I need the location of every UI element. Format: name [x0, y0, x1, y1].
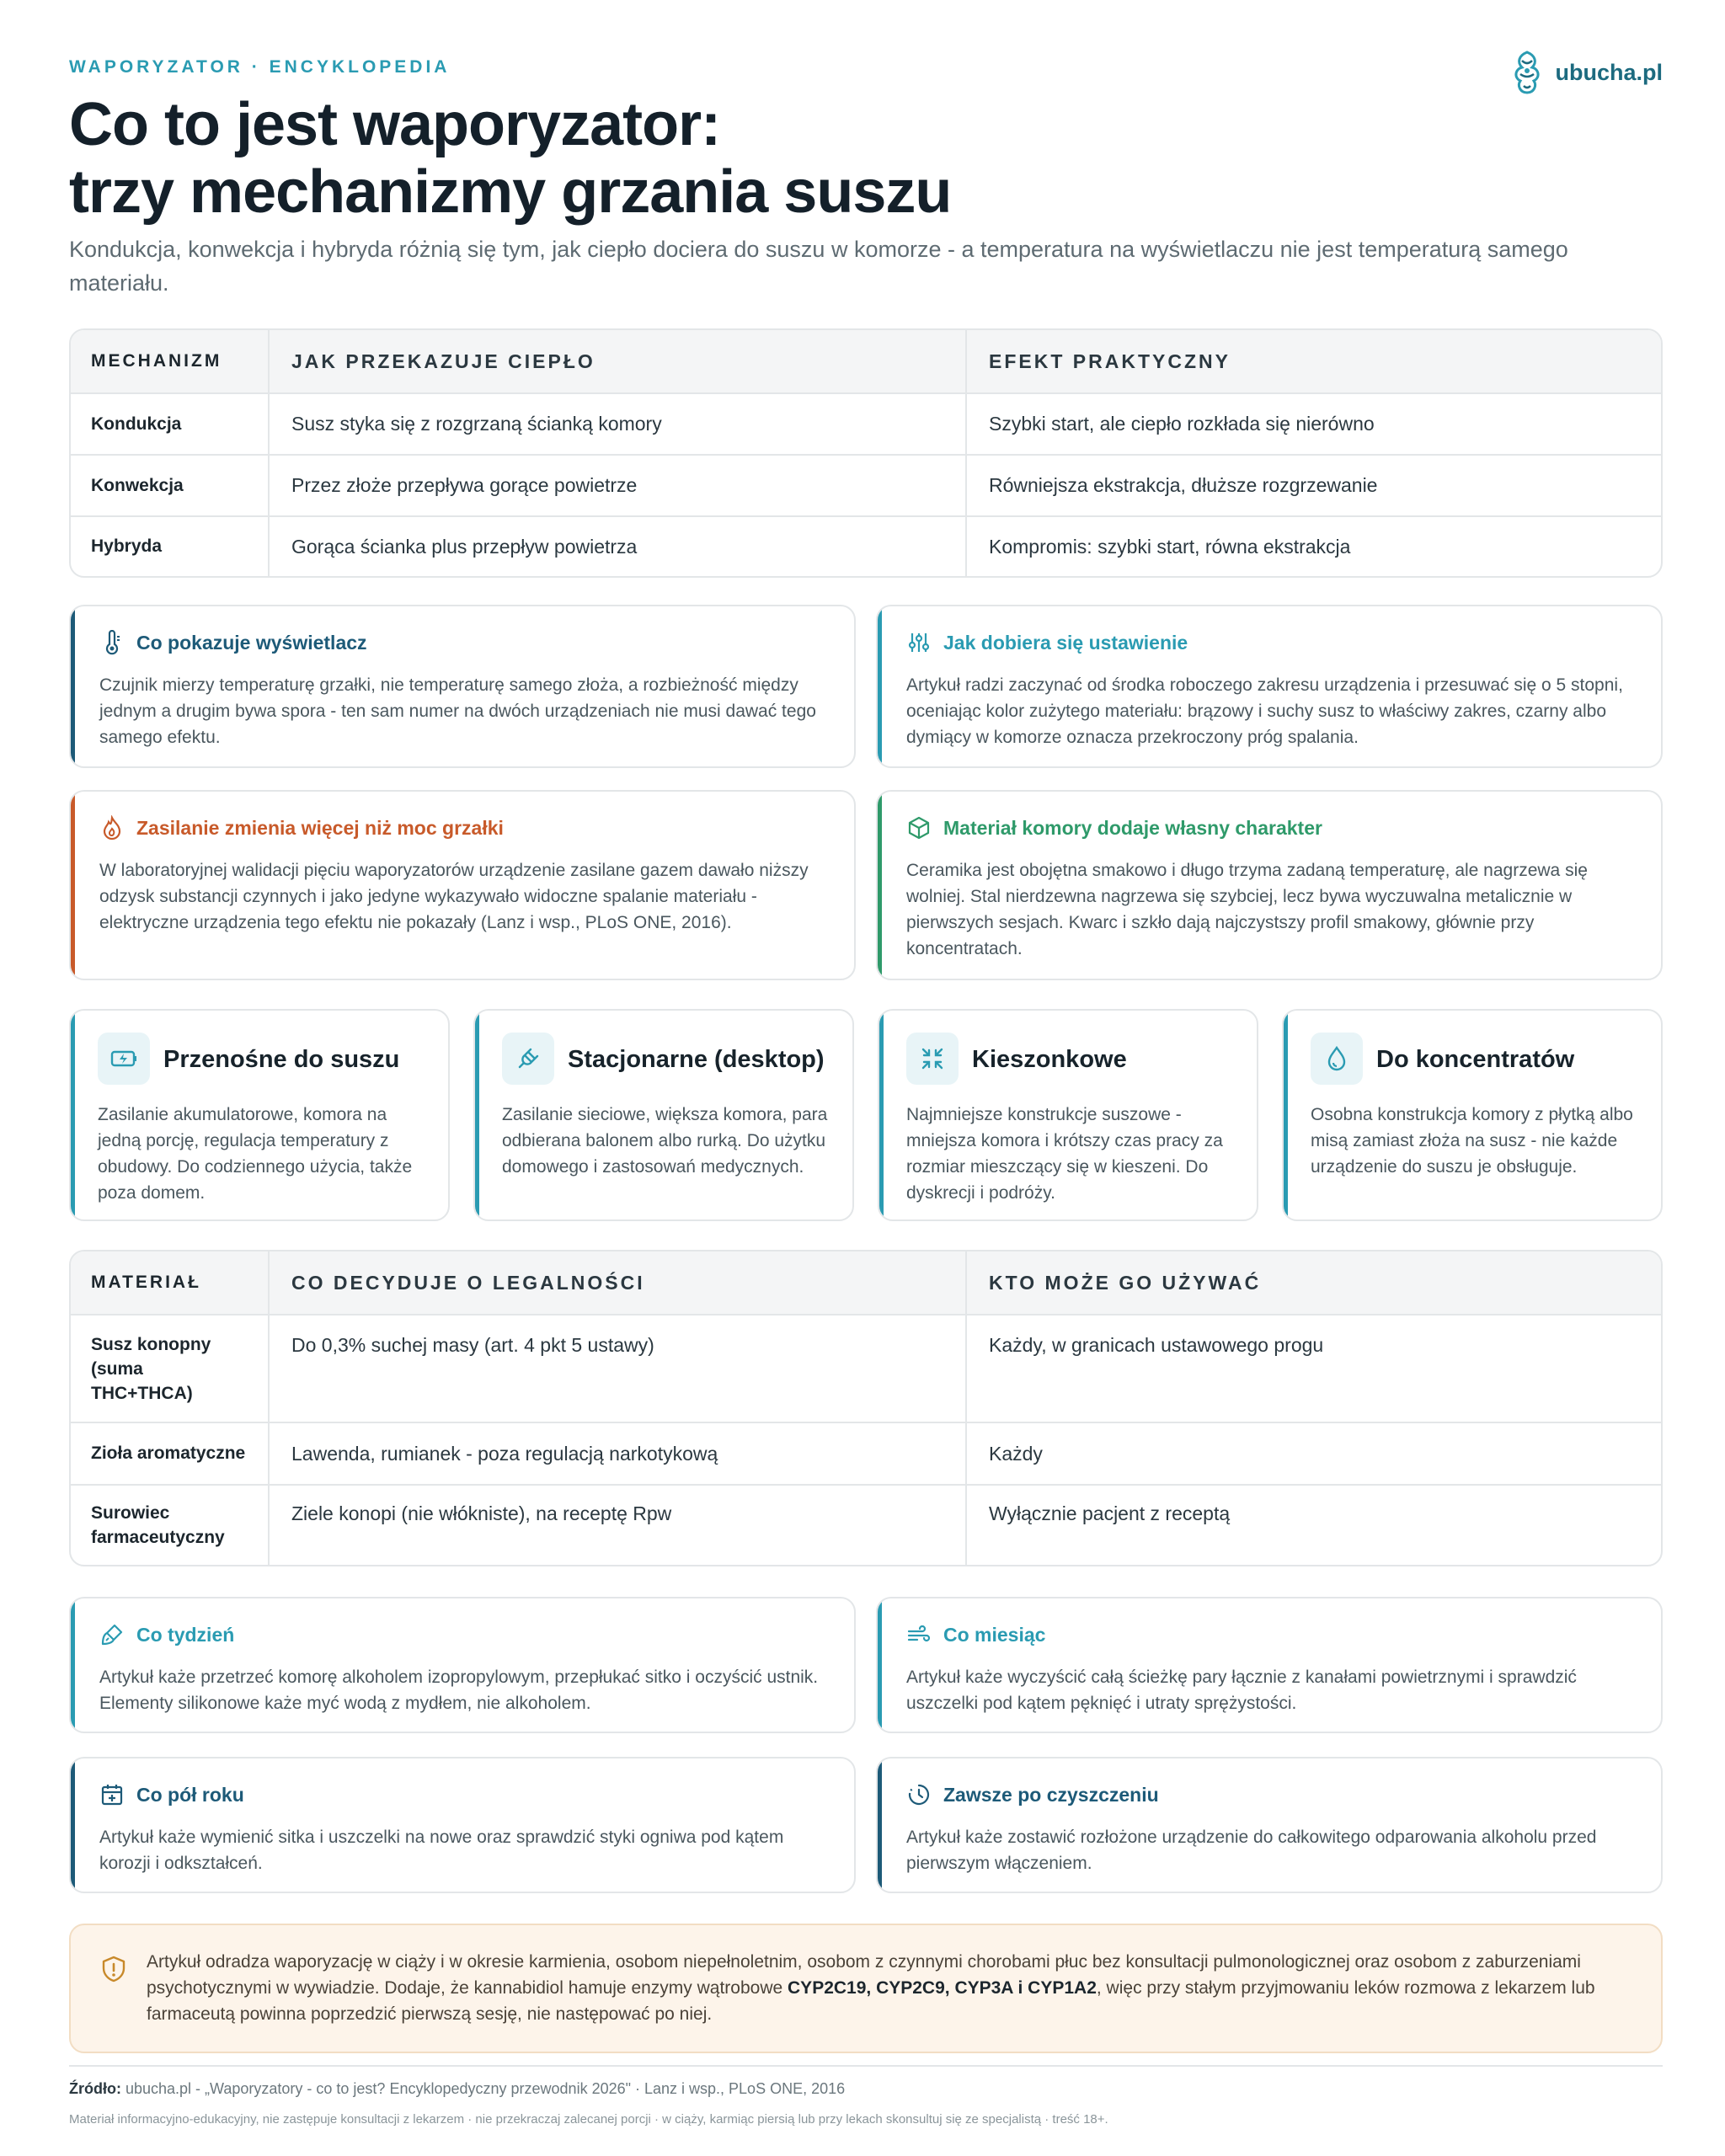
warning-text-end: , więc przy stałym przyjmowaniu leków rozmowa z lekarzem lub farmaceutą powinna poprzedzić pierwszą sesję, nie następować po niej. [147, 1978, 1595, 2024]
table-row [71, 1484, 1661, 1565]
card-body: Artykuł każe wyczyścić całą ścieżkę pary łącznie z kanałami powietrznymi i sprawdzić uszczelki pod kątem pęknięć i utraty sprężystości. [906, 1668, 1577, 1713]
table-cell: Każdy, w granicach ustawowego progu [989, 1334, 1324, 1356]
source-citation [69, 2080, 845, 2098]
page-subtitle: Kondukcja, konwekcja i hybryda różnią się tym, jak ciepło dociera do suszu w komorze - a temperatura na wyświetlaczu nie jest temperaturą samego materiału. [69, 237, 1568, 296]
table-cell: Lawenda, rumianek - poza regulacją narkotykową [270, 1423, 967, 1484]
mechanisms-table [69, 328, 1663, 578]
card-title: Jak dobiera się ustawienie [943, 632, 1188, 654]
mechanism-name: Hybryda [71, 517, 270, 576]
card-title: Co tydzień [136, 1624, 235, 1646]
plug-icon [502, 1033, 554, 1085]
card-body: W laboratoryjnej walidacji pięciu waporyzatorów urządzenie zasilane gazem dawało niższy odzysk substancji czynnych i jako jedyne wykazywało widoczne spalanie materiału - elektryczne urządzenia tego efektu nie pokazały (Lanz i wsp., PLoS ONE, 2016). [99, 861, 809, 932]
info-card-power [69, 790, 856, 980]
info-card-display [69, 605, 856, 768]
card-title: Zawsze po czyszczeniu [943, 1784, 1159, 1806]
device-description: Zasilanie sieciowe, większa komora, para odbierana balonem albo rurką. Do użytku domowego i zastosowań medycznych. [502, 1105, 828, 1177]
wind-icon [906, 1622, 932, 1647]
cleaning-card-always [876, 1757, 1663, 1893]
card-body: Czujnik mierzy temperaturę grzałki, nie temperaturę samego złoża, a rozbieżność między jednym a drugim bywa spora - ten sam numer na dwóch urządzeniach nie musi dawać tego samego efektu. [99, 675, 816, 747]
timer-icon [906, 1782, 932, 1807]
title-line-1: Co to jest waporyzator: [69, 91, 721, 158]
thermometer-icon [99, 630, 125, 655]
title-line-2: trzy mechanizmy grzania suszu [69, 158, 952, 226]
table-cell: Ziele konopi (nie włókniste), na receptę Rpw [270, 1486, 967, 1565]
table-cell: Susz styka się z rozgrzaną ścianką komory [270, 394, 967, 454]
cleaning-card-weekly [69, 1597, 856, 1733]
device-card-desktop [473, 1009, 854, 1221]
droplet-icon [1311, 1033, 1363, 1085]
device-card-concentrates [1282, 1009, 1663, 1221]
table-cell: Szybki start, ale ciepło rozkłada się nierówno [989, 413, 1375, 435]
material-name: Susz konopny (suma THC+THCA) [71, 1315, 270, 1422]
compress-icon [906, 1033, 959, 1085]
cube-icon [906, 815, 932, 841]
source-text: ubucha.pl - „Waporyzatory - co to jest? Encyklopedyczny przewodnik 2026" · Lanz i wsp., PLoS ONE, 2016 [120, 2080, 846, 2097]
mechanism-name: Konwekcja [71, 456, 270, 515]
device-title: Przenośne do suszu [163, 1046, 400, 1073]
column-header: CO DECYDUJE O LEGALNOŚCI [270, 1251, 967, 1314]
device-description: Najmniejsze konstrukcje suszowe - mniejsza komora i krótszy czas pracy za rozmiar mieszczący się w kieszeni. Do dyskrecji i podróży. [906, 1105, 1223, 1203]
table-cell: Do 0,3% suchej masy (art. 4 pkt 5 ustawy) [270, 1315, 967, 1422]
table-row [71, 454, 1661, 515]
device-title: Stacjonarne (desktop) [568, 1046, 825, 1073]
card-body: Ceramika jest obojętna smakowo i długo trzyma zadaną temperaturę, ale nagrzewa się wolniej. Stal nierdzewna nagrzewa się szybciej, lecz bywa wyczuwalna metalicznie w pierwszych sesjach. Kwarc i szkło dają najczystszy profil smakowy, głównie przy koncentratach. [906, 861, 1588, 958]
device-description: Osobna konstrukcja komory z płytką albo misą zamiast złoża na susz - nie każde urządzenie do suszu je obsługuje. [1311, 1105, 1633, 1177]
table-cell: Każdy [989, 1442, 1043, 1465]
table-cell: Gorąca ścianka plus przepływ powietrza [270, 517, 967, 576]
disclaimer: Materiał informacyjno-edukacyjny, nie zastępuje konsultacji z lekarzem · nie przekraczaj zalecanej porcji · w ciąży, karmiąc piersią lub przy lekach skonsultuj się ze specjalistą · treść 18+. [69, 2112, 1108, 2127]
warning-enzymes: CYP2C19, CYP2C9, CYP3A i CYP1A2 [788, 1978, 1097, 1998]
table-cell: Przez złoże przepływa gorące powietrze [270, 456, 967, 515]
eyebrow-label: WAPORYZATOR · ENCYKLOPEDIA [69, 57, 451, 77]
column-header: MECHANIZM [71, 330, 270, 392]
footer-divider [69, 2065, 1663, 2067]
info-card-chamber [876, 790, 1663, 980]
card-body: Artykuł każe przetrzeć komorę alkoholem izopropylowym, przepłukać sitko i oczyścić ustnik. Elementy silikonowe każe myć wodą z mydłem, nie alkoholem. [99, 1668, 819, 1713]
page-title [69, 91, 1332, 226]
material-name: Surowiec farmaceutyczny [71, 1486, 270, 1565]
table-cell: Równiejsza ekstrakcja, dłuższe rozgrzewanie [989, 474, 1378, 496]
table-row [71, 1314, 1661, 1422]
table-header-row [71, 1251, 1661, 1314]
flame-icon [99, 815, 125, 841]
source-label: Źródło: [69, 2080, 121, 2097]
column-header: EFEKT PRAKTYCZNY [989, 350, 1231, 372]
sliders-icon [906, 630, 932, 655]
cleaning-card-half-year [69, 1757, 856, 1893]
table-row [71, 515, 1661, 576]
cleaning-card-monthly [876, 1597, 1663, 1733]
card-title: Co miesiąc [943, 1624, 1046, 1646]
column-header: KTO MOŻE GO UŻYWAĆ [989, 1271, 1262, 1294]
brush-icon [99, 1622, 125, 1647]
battery-icon [98, 1033, 150, 1085]
card-title: Co pokazuje wyświetlacz [136, 632, 367, 654]
calendar-icon [99, 1782, 125, 1807]
brand-logo[interactable] [1509, 49, 1664, 96]
column-header: MATERIAŁ [71, 1251, 270, 1314]
table-cell: Kompromis: szybki start, równa ekstrakcja [989, 535, 1351, 558]
legal-table [69, 1250, 1663, 1566]
device-title: Kieszonkowe [972, 1046, 1127, 1073]
warning-text-start: Artykuł odradza waporyzację w ciąży i w okresie karmienia, osobom niepełnoletnim, osobom z czynnymi chorobami płuc bez konsultacji pulmonologicznej oraz osobom z zaburzeniami psychotycznymi w wywiadzie. Dodaje, że kannabidiol hamuje enzymy wątrobowe [147, 1952, 1581, 1998]
table-cell: Wyłącznie pacjent z receptą [989, 1502, 1231, 1524]
brand-mark-icon [1509, 49, 1546, 96]
column-header: JAK PRZEKAZUJE CIEPŁO [270, 330, 967, 392]
shield-warning-icon [101, 1956, 126, 1983]
card-body: Artykuł każe wymienić sitka i uszczelki na nowe oraz sprawdzić styki ogniwa pod kątem korozji i odkształceń. [99, 1828, 784, 1873]
warning-text [147, 1949, 1610, 2027]
card-body: Artykuł każe zostawić rozłożone urządzenie do całkowitego odparowania alkoholu przed pierwszym włączeniem. [906, 1828, 1597, 1873]
table-header-row [71, 330, 1661, 392]
device-card-portable [69, 1009, 450, 1221]
card-body: Artykuł radzi zaczynać od środka roboczego zakresu urządzenia i przesuwać się o 5 stopni, oceniając kolor zużytego materiału: brązowy i suchy susz to właściwy zakres, czarny albo dymiący w komorze oznacza przekroczony próg spalania. [906, 675, 1623, 747]
material-name: Zioła aromatyczne [71, 1423, 270, 1484]
mechanism-name: Kondukcja [71, 394, 270, 454]
warning-box [69, 1924, 1663, 2053]
device-description: Zasilanie akumulatorowe, komora na jedną porcję, regulacja temperatury z obudowy. Do codziennego użycia, także poza domem. [98, 1105, 413, 1203]
card-title: Co pół roku [136, 1784, 244, 1806]
card-title: Materiał komory dodaje własny charakter [943, 817, 1322, 839]
table-row [71, 1422, 1661, 1484]
info-card-settings [876, 605, 1663, 768]
card-title: Zasilanie zmienia więcej niż moc grzałki [136, 817, 504, 839]
brand-name: ubucha.pl [1555, 59, 1663, 85]
device-card-pocket [878, 1009, 1258, 1221]
device-title: Do koncentratów [1376, 1046, 1575, 1073]
table-row [71, 392, 1661, 454]
